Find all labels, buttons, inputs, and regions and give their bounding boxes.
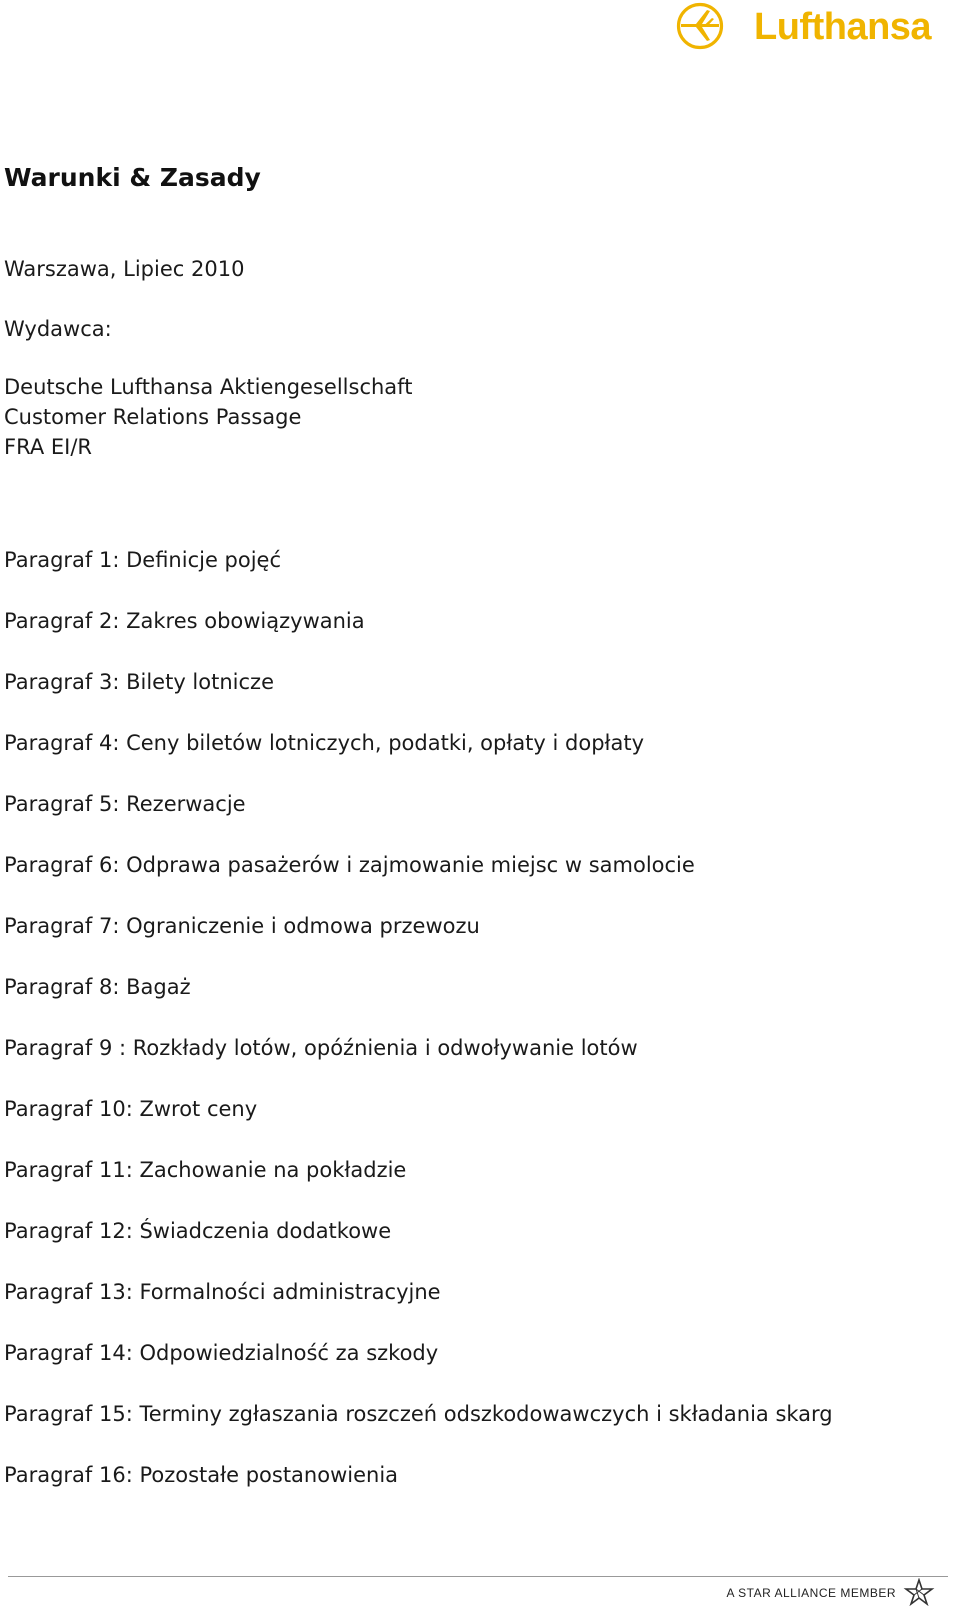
toc-item: Paragraf 1: Definicje pojęć bbox=[4, 548, 282, 572]
toc-item: Paragraf 6: Odprawa pasażerów i zajmowanie miejsc w samolocie bbox=[4, 853, 695, 877]
star-alliance-label: A STAR ALLIANCE MEMBER bbox=[726, 1586, 896, 1600]
publisher-line: Deutsche Lufthansa Aktiengesellschaft bbox=[4, 375, 413, 399]
publisher-label: Wydawca: bbox=[4, 317, 112, 341]
toc-item: Paragraf 11: Zachowanie na pokładzie bbox=[4, 1158, 407, 1182]
star-alliance-icon bbox=[902, 1578, 936, 1606]
toc-item: Paragraf 9 : Rozkłady lotów, opóźnienia i odwoływanie lotów bbox=[4, 1036, 638, 1060]
toc-item: Paragraf 14: Odpowiedzialność za szkody bbox=[4, 1341, 439, 1365]
toc-item: Paragraf 2: Zakres obowiązywania bbox=[4, 609, 365, 633]
toc-item: Paragraf 8: Bagaż bbox=[4, 975, 191, 999]
toc-item: Paragraf 3: Bilety lotnicze bbox=[4, 670, 274, 694]
document-title: Warunki & Zasady bbox=[4, 163, 261, 192]
toc-item: Paragraf 7: Ograniczenie i odmowa przewozu bbox=[4, 914, 480, 938]
toc-item: Paragraf 13: Formalności administracyjne bbox=[4, 1280, 441, 1304]
publisher-line: Customer Relations Passage bbox=[4, 405, 302, 429]
brand-name: Lufthansa bbox=[754, 6, 932, 48]
table-of-contents bbox=[4, 545, 833, 1521]
place-date: Warszawa, Lipiec 2010 bbox=[4, 257, 245, 281]
toc-item: Paragraf 4: Ceny biletów lotniczych, podatki, opłaty i dopłaty bbox=[4, 731, 645, 755]
lufthansa-logo bbox=[676, 0, 960, 56]
toc-item: Paragraf 10: Zwrot ceny bbox=[4, 1097, 258, 1121]
footer-divider bbox=[8, 1576, 948, 1577]
publisher-line: FRA EI/R bbox=[4, 435, 92, 459]
toc-item: Paragraf 15: Terminy zgłaszania roszczeń odszkodowawczych i składania skarg bbox=[4, 1402, 833, 1426]
lufthansa-crane-icon bbox=[676, 2, 724, 50]
toc-item: Paragraf 5: Rezerwacje bbox=[4, 792, 246, 816]
toc-item: Paragraf 12: Świadczenia dodatkowe bbox=[4, 1219, 392, 1243]
toc-item: Paragraf 16: Pozostałe postanowienia bbox=[4, 1463, 399, 1487]
